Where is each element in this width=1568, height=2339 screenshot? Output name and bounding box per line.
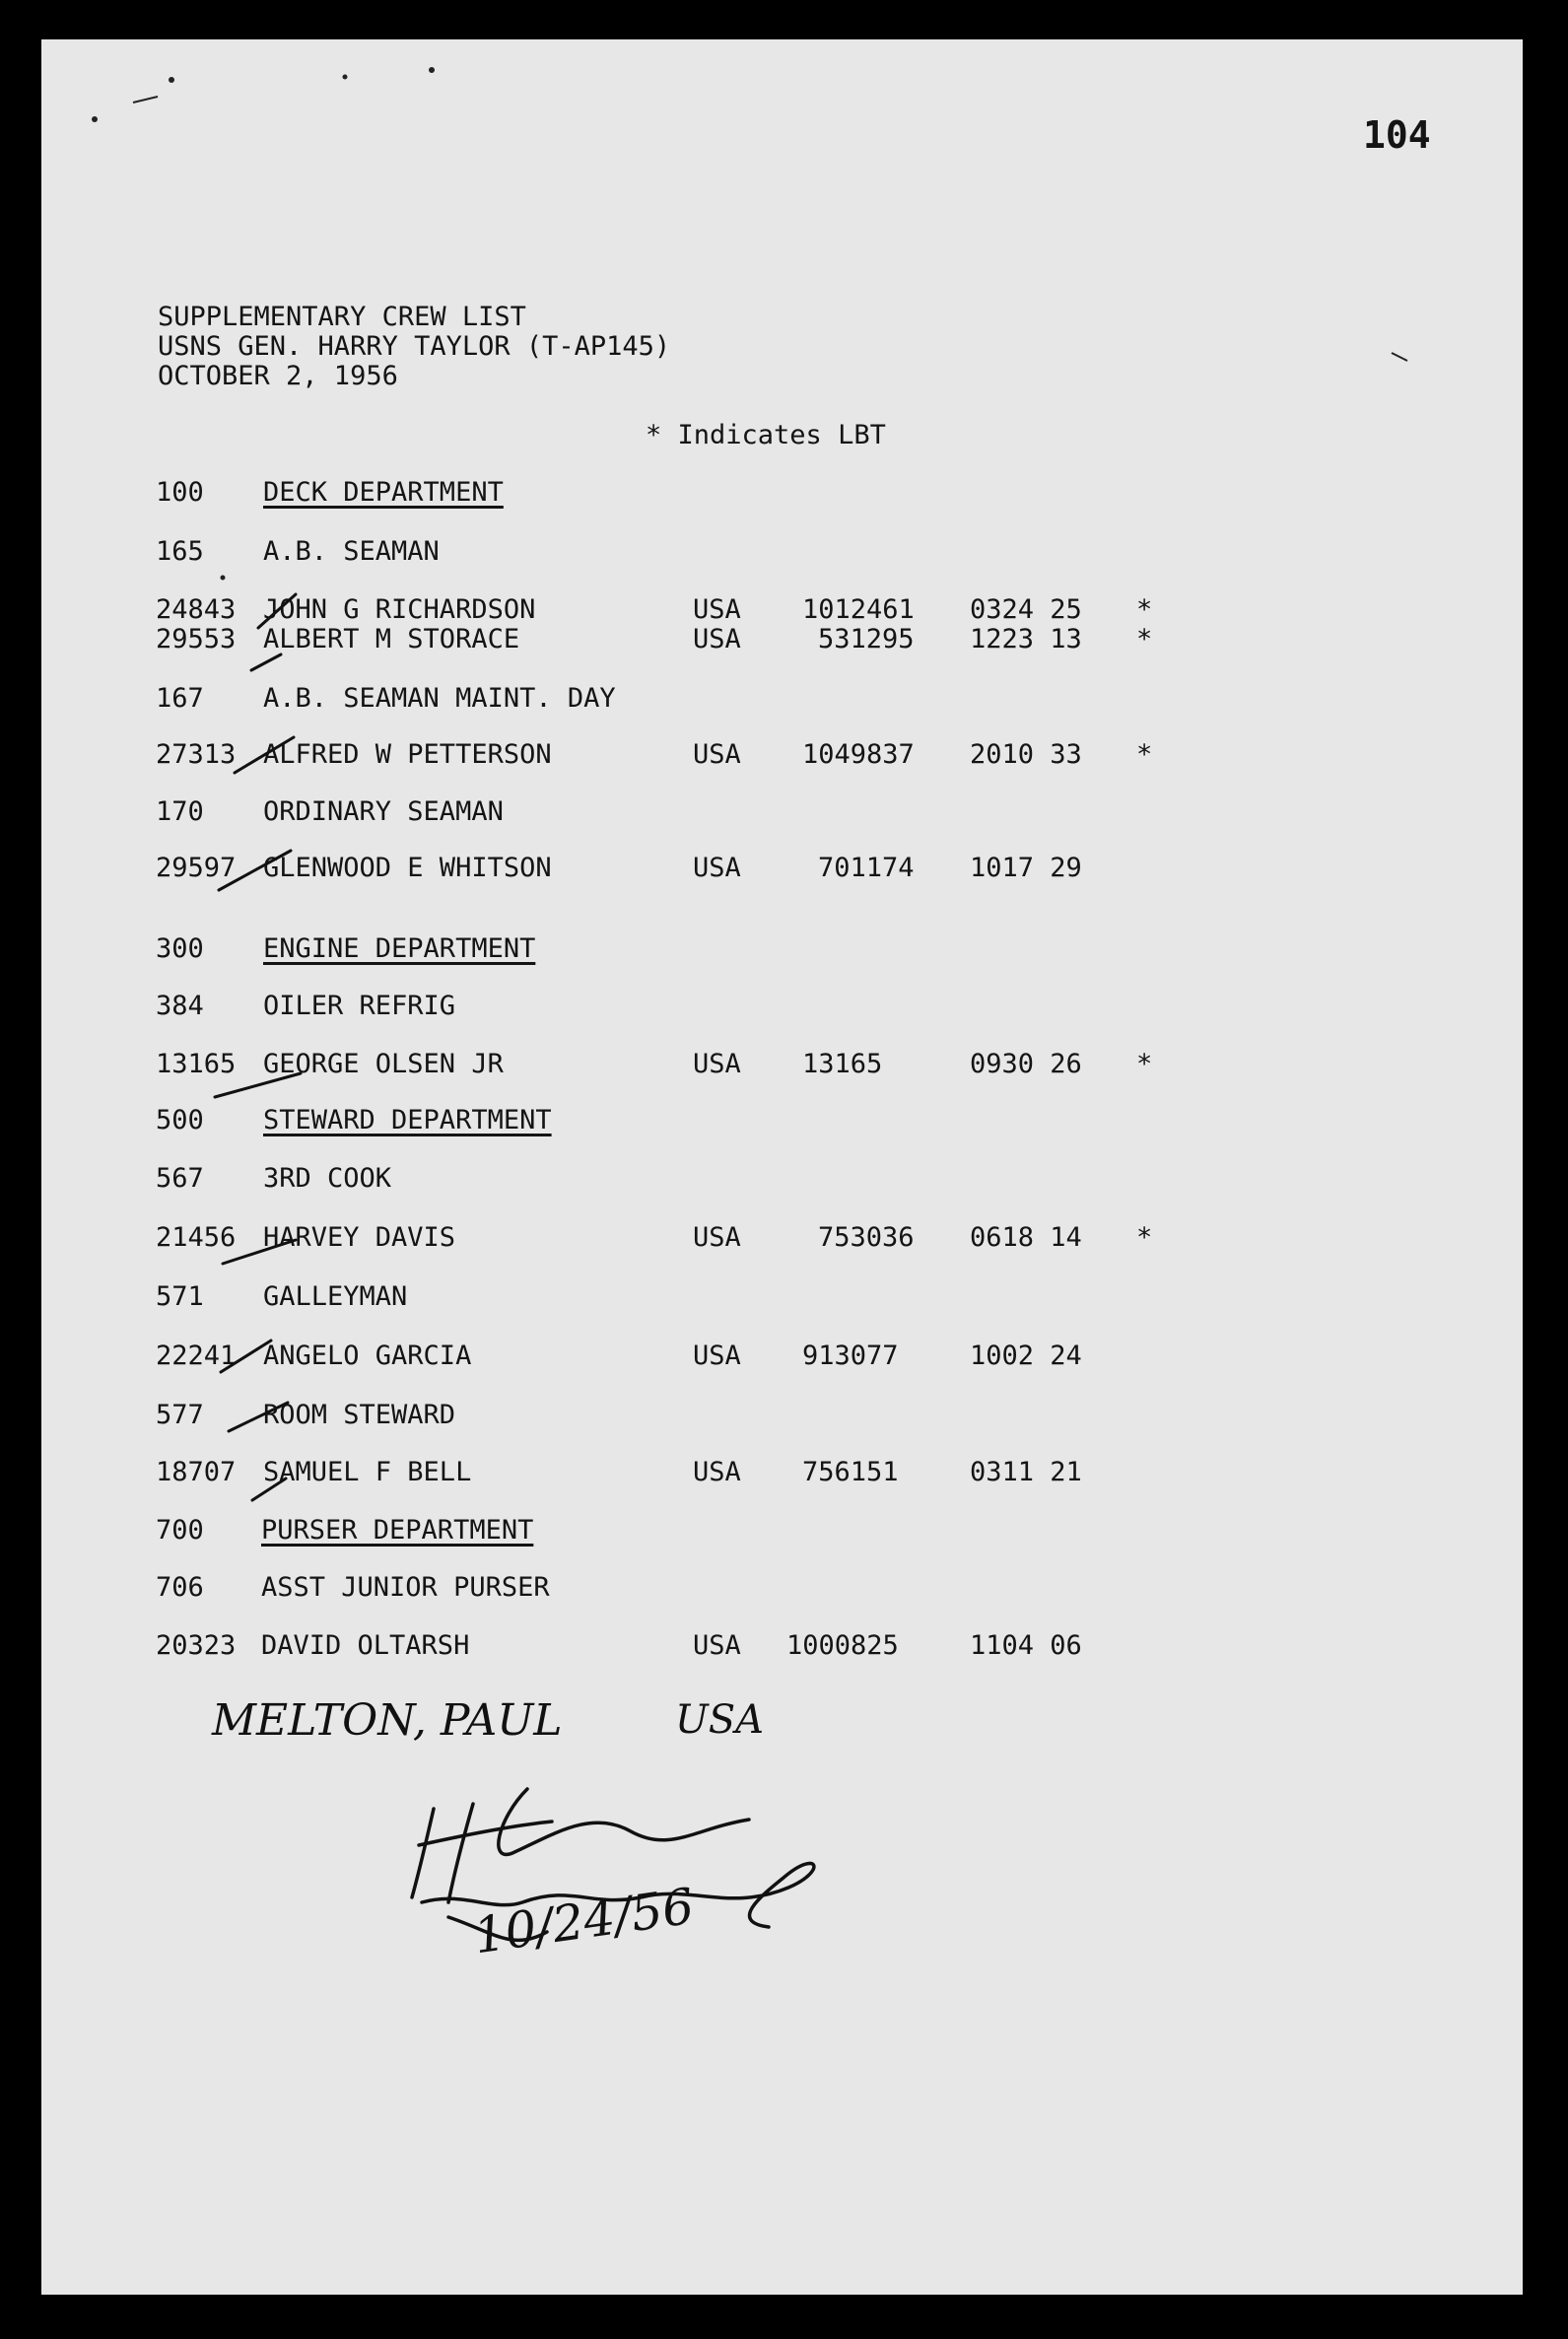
- crew-date: 1017 29: [970, 853, 1082, 883]
- crew-nationality: USA: [693, 624, 741, 654]
- crew-id: 21456: [156, 1222, 237, 1253]
- crew-name: GEORGE OLSEN JR: [263, 1049, 504, 1079]
- lbt-flag: *: [1136, 739, 1153, 770]
- crew-id: 29553: [156, 624, 237, 654]
- crew-number: 756151: [802, 1457, 899, 1487]
- lbt-flag: *: [1136, 594, 1153, 625]
- rating-code: 165: [156, 536, 204, 567]
- rating-title: A.B. SEAMAN: [263, 536, 440, 567]
- legend-note: * Indicates LBT: [646, 420, 886, 450]
- dept-code: 300: [156, 933, 204, 964]
- rating-code: 571: [156, 1281, 204, 1312]
- dept-title: DECK DEPARTMENT: [263, 477, 504, 508]
- crew-number: 701174: [818, 853, 915, 883]
- header-ship: USNS GEN. HARRY TAYLOR (T-AP145): [158, 331, 671, 362]
- crew-nationality: USA: [693, 853, 741, 883]
- lbt-flag: *: [1136, 624, 1153, 654]
- crew-date: 1002 24: [970, 1341, 1082, 1371]
- crew-date: 0618 14: [970, 1222, 1082, 1253]
- rating-code: 567: [156, 1163, 204, 1194]
- rating-code: 706: [156, 1572, 204, 1603]
- crew-name: ALFRED W PETTERSON: [263, 739, 552, 770]
- header-title: SUPPLEMENTARY CREW LIST: [158, 302, 526, 332]
- crew-nationality: USA: [693, 1341, 741, 1371]
- lbt-flag: *: [1136, 1222, 1153, 1253]
- crew-number: 913077: [802, 1341, 899, 1371]
- crew-number: 1000825: [786, 1630, 899, 1661]
- crew-date: 0311 21: [970, 1457, 1082, 1487]
- crew-nationality: USA: [693, 594, 741, 625]
- crew-date: 0324 25: [970, 594, 1082, 625]
- crew-id: 29597: [156, 853, 237, 883]
- lbt-flag: *: [1136, 1049, 1153, 1079]
- dept-code: 500: [156, 1105, 204, 1135]
- crew-name: ALBERT M STORACE: [263, 624, 520, 654]
- crew-number: 1012461: [802, 594, 915, 625]
- crew-date: 2010 33: [970, 739, 1082, 770]
- crew-date: 0930 26: [970, 1049, 1082, 1079]
- crew-name: HARVEY DAVIS: [263, 1222, 456, 1253]
- page-number: 104: [1363, 113, 1431, 157]
- crew-number: 753036: [818, 1222, 915, 1253]
- crew-name: ANGELO GARCIA: [263, 1341, 472, 1371]
- crew-date: 1223 13: [970, 624, 1082, 654]
- rating-code: 384: [156, 991, 204, 1021]
- crew-id: 24843: [156, 594, 237, 625]
- crew-number: 1049837: [802, 739, 915, 770]
- crew-id: 22241: [156, 1341, 237, 1371]
- rating-title: A.B. SEAMAN MAINT. DAY: [263, 683, 616, 714]
- rating-code: 170: [156, 796, 204, 827]
- dept-title: ENGINE DEPARTMENT: [263, 933, 536, 964]
- crew-id: 20323: [156, 1630, 237, 1661]
- dept-code: 100: [156, 477, 204, 508]
- rating-title: 3RD COOK: [263, 1163, 392, 1194]
- crew-nationality: USA: [693, 1630, 741, 1661]
- rating-code: 167: [156, 683, 204, 714]
- crew-id: 13165: [156, 1049, 237, 1079]
- dept-code: 700: [156, 1515, 204, 1546]
- rating-title: ORDINARY SEAMAN: [263, 796, 504, 827]
- crew-name: DAVID OLTARSH: [261, 1630, 470, 1661]
- crew-id: 18707: [156, 1457, 237, 1487]
- handwritten-name: MELTON, PAUL: [212, 1695, 563, 1746]
- crew-nationality: USA: [693, 1049, 741, 1079]
- crew-name: JOHN G RICHARDSON: [263, 594, 536, 625]
- dept-title: STEWARD DEPARTMENT: [263, 1105, 552, 1135]
- rating-code: 577: [156, 1400, 204, 1430]
- header-date: OCTOBER 2, 1956: [158, 361, 398, 391]
- crew-nationality: USA: [693, 1222, 741, 1253]
- crew-number: 13165: [802, 1049, 883, 1079]
- handwritten-date: 10/24/56: [470, 1877, 698, 1965]
- crew-date: 1104 06: [970, 1630, 1082, 1661]
- crew-id: 27313: [156, 739, 237, 770]
- crew-nationality: USA: [693, 1457, 741, 1487]
- crew-number: 531295: [818, 624, 915, 654]
- crew-nationality: USA: [693, 739, 741, 770]
- rating-title: OILER REFRIG: [263, 991, 456, 1021]
- handwritten-nationality: USA: [675, 1697, 764, 1743]
- crew-name: SAMUEL F BELL: [263, 1457, 472, 1487]
- rating-title: GALLEYMAN: [263, 1281, 408, 1312]
- rating-title: ROOM STEWARD: [263, 1400, 456, 1430]
- rating-title: ASST JUNIOR PURSER: [261, 1572, 550, 1603]
- dept-title: PURSER DEPARTMENT: [261, 1515, 534, 1546]
- crew-name: GLENWOOD E WHITSON: [263, 853, 552, 883]
